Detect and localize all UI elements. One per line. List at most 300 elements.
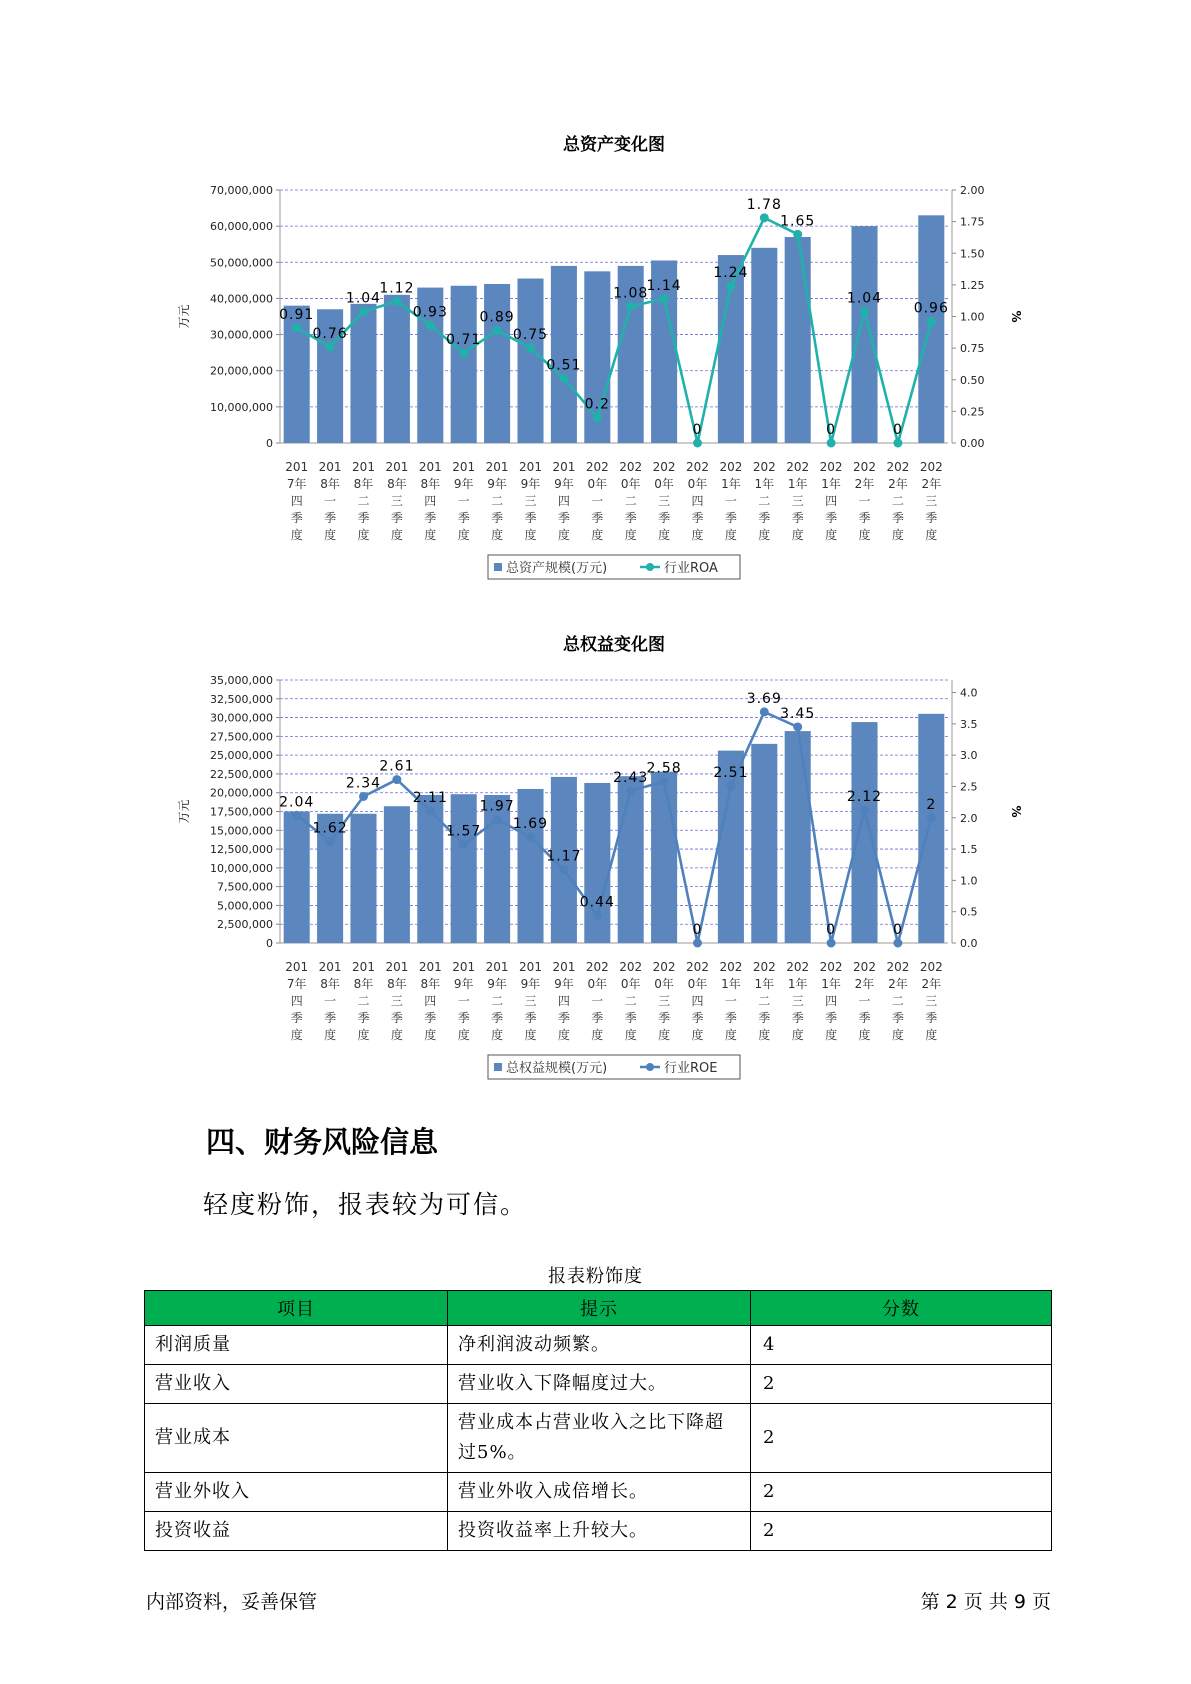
row-score: 2 bbox=[751, 1365, 1052, 1404]
y-tick-label-left: 20,000,000 bbox=[210, 786, 273, 800]
category-label: 度 bbox=[825, 1028, 838, 1042]
category-label: 度 bbox=[357, 528, 370, 542]
category-label: 202 bbox=[786, 460, 810, 474]
category-label: 度 bbox=[791, 1028, 804, 1042]
category-label: 202 bbox=[719, 960, 743, 974]
category-label: 季 bbox=[891, 511, 904, 525]
category-label: 一 bbox=[724, 494, 737, 508]
category-label: 三 bbox=[658, 994, 671, 1008]
line-point bbox=[292, 323, 301, 332]
category-label: 201 bbox=[452, 460, 476, 474]
y-axis-title-left: 万元 bbox=[177, 304, 191, 329]
y-tick-label-left: 12,500,000 bbox=[210, 843, 273, 857]
category-label: 度 bbox=[758, 528, 771, 542]
y-tick-label-left: 2,500,000 bbox=[217, 918, 273, 932]
y-tick-label-right: 1.5 bbox=[960, 843, 978, 857]
category-label: 度 bbox=[491, 1028, 504, 1042]
data-label: 0 bbox=[826, 422, 837, 438]
bar bbox=[918, 714, 944, 943]
bar bbox=[517, 789, 543, 943]
category-label: 202 bbox=[853, 460, 876, 474]
category-label: 202 bbox=[886, 960, 910, 974]
category-label: 8年 bbox=[420, 477, 441, 491]
data-label: 1.57 bbox=[446, 823, 482, 840]
category-label: 季 bbox=[324, 1011, 337, 1025]
category-label: 季 bbox=[624, 1011, 637, 1025]
category-label: 三 bbox=[658, 494, 671, 508]
category-label: 202 bbox=[585, 960, 609, 974]
category-label: 度 bbox=[791, 528, 804, 542]
data-label: 2.11 bbox=[412, 789, 448, 806]
category-label: 季 bbox=[491, 511, 504, 525]
category-label: 季 bbox=[290, 1011, 303, 1025]
category-label: 季 bbox=[724, 1011, 737, 1025]
bar bbox=[618, 776, 644, 943]
footer-confidential: 内部资料，妥善保管 bbox=[146, 1591, 318, 1613]
y-tick-label-right: 0.0 bbox=[960, 937, 978, 950]
y-tick-label-left: 17,500,000 bbox=[210, 805, 273, 819]
category-label: 四 bbox=[557, 994, 570, 1008]
row-score: 4 bbox=[751, 1326, 1052, 1365]
y-tick-label-left: 0 bbox=[266, 937, 273, 950]
line-point bbox=[893, 939, 902, 948]
chart-title: 总权益变化图 bbox=[563, 635, 665, 655]
category-label: 季 bbox=[791, 1011, 804, 1025]
data-label: 0 bbox=[892, 922, 903, 938]
table-header-row bbox=[145, 1291, 1052, 1326]
table-row bbox=[145, 1326, 1052, 1365]
category-label: 1年 bbox=[754, 477, 775, 491]
bar bbox=[551, 266, 577, 443]
category-label: 季 bbox=[557, 1011, 570, 1025]
category-label: 季 bbox=[758, 511, 771, 525]
bar bbox=[384, 806, 410, 943]
y-tick-label-right: 0.75 bbox=[960, 342, 985, 356]
category-label: 季 bbox=[524, 1011, 537, 1025]
line-point bbox=[559, 374, 568, 383]
line-point bbox=[359, 792, 368, 801]
category-label: 0年 bbox=[620, 977, 641, 991]
y-tick-label-right: 1.00 bbox=[960, 310, 985, 324]
line-point bbox=[927, 813, 936, 822]
category-label: 季 bbox=[557, 511, 570, 525]
data-label: 1.17 bbox=[546, 848, 582, 865]
line-point bbox=[526, 344, 535, 353]
category-label: 四 bbox=[424, 994, 437, 1008]
category-label: 201 bbox=[318, 960, 342, 974]
line-point bbox=[493, 815, 502, 824]
row-item: 利润质量 bbox=[145, 1326, 448, 1365]
category-label: 202 bbox=[819, 460, 843, 474]
legend-line-label: 行业ROA bbox=[664, 561, 718, 576]
category-label: 201 bbox=[485, 960, 509, 974]
category-label: 一 bbox=[457, 494, 470, 508]
data-label: 0.44 bbox=[579, 894, 615, 911]
category-label: 201 bbox=[418, 960, 442, 974]
data-label: 2.43 bbox=[613, 769, 649, 786]
category-label: 1年 bbox=[754, 977, 775, 991]
row-item: 营业成本 bbox=[145, 1404, 448, 1473]
category-label: 度 bbox=[758, 1028, 771, 1042]
data-label: 0.51 bbox=[546, 357, 582, 374]
category-label: 9年 bbox=[520, 477, 541, 491]
category-label: 0年 bbox=[654, 977, 674, 991]
bar bbox=[851, 226, 877, 443]
data-label: 0.2 bbox=[584, 396, 610, 413]
data-label: 1.97 bbox=[479, 798, 515, 815]
category-label: 202 bbox=[686, 460, 709, 474]
category-label: 9年 bbox=[453, 477, 474, 491]
category-label: 二 bbox=[891, 494, 904, 508]
section-heading: 四、财务风险信息 bbox=[206, 1125, 439, 1159]
data-label: 2.58 bbox=[646, 760, 682, 777]
category-label: 二 bbox=[891, 994, 904, 1008]
y-tick-label-left: 27,500,000 bbox=[210, 730, 273, 744]
legend-bar-swatch bbox=[494, 1063, 502, 1071]
category-label: 季 bbox=[758, 1011, 771, 1025]
y-tick-label-left: 40,000,000 bbox=[210, 292, 273, 306]
category-label: 季 bbox=[524, 511, 537, 525]
data-label: 0 bbox=[692, 422, 703, 438]
category-label: 8年 bbox=[320, 977, 340, 991]
y-tick-label-left: 7,500,000 bbox=[217, 880, 273, 894]
bar bbox=[484, 284, 510, 443]
category-label: 季 bbox=[825, 511, 838, 525]
y-axis-title-right: % bbox=[1009, 805, 1023, 818]
category-label: 201 bbox=[418, 460, 442, 474]
category-label: 201 bbox=[485, 460, 509, 474]
category-label: 一 bbox=[858, 994, 871, 1008]
bar bbox=[284, 812, 310, 944]
category-label: 度 bbox=[658, 528, 671, 542]
header-score: 分数 bbox=[751, 1291, 1052, 1326]
bar bbox=[350, 814, 376, 943]
category-label: 度 bbox=[324, 528, 337, 542]
category-label: 季 bbox=[658, 1011, 671, 1025]
data-label: 0.75 bbox=[512, 327, 549, 344]
category-label: 202 bbox=[652, 960, 676, 974]
y-tick-label-right: 0.00 bbox=[960, 437, 985, 450]
category-label: 三 bbox=[524, 494, 537, 508]
category-label: 四 bbox=[691, 494, 704, 508]
line-point bbox=[392, 297, 401, 306]
category-label: 201 bbox=[552, 960, 576, 974]
category-label: 一 bbox=[324, 494, 337, 508]
category-label: 度 bbox=[491, 528, 504, 542]
y-tick-label-left: 0 bbox=[266, 437, 273, 450]
bar bbox=[751, 248, 777, 443]
y-tick-label-left: 25,000,000 bbox=[210, 749, 273, 763]
category-label: 202 bbox=[819, 960, 843, 974]
category-label: 201 bbox=[519, 460, 542, 474]
category-label: 四 bbox=[691, 994, 704, 1008]
line-point bbox=[693, 939, 702, 948]
category-label: 四 bbox=[557, 494, 570, 508]
row-item: 营业收入 bbox=[145, 1365, 448, 1404]
line-point bbox=[726, 282, 735, 291]
row-item: 营业外收入 bbox=[145, 1473, 448, 1512]
category-label: 一 bbox=[591, 994, 604, 1008]
line-point bbox=[793, 722, 802, 731]
data-label: 2.51 bbox=[713, 764, 749, 781]
line-point bbox=[660, 294, 669, 303]
data-label: 1.14 bbox=[646, 277, 682, 294]
category-label: 1年 bbox=[821, 477, 841, 491]
category-label: 9年 bbox=[487, 977, 507, 991]
row-score: 2 bbox=[751, 1473, 1052, 1512]
y-tick-label-left: 10,000,000 bbox=[210, 400, 273, 414]
data-label: 1.04 bbox=[846, 290, 883, 307]
bar bbox=[350, 304, 376, 443]
table-row bbox=[145, 1365, 1052, 1404]
bar bbox=[451, 286, 477, 443]
line-point bbox=[626, 786, 635, 795]
bar bbox=[417, 795, 443, 943]
category-label: 度 bbox=[290, 528, 303, 542]
category-label: 9年 bbox=[487, 477, 507, 491]
footer-page-number: 第 2 页 共 9 页 bbox=[920, 1591, 1051, 1613]
bar bbox=[785, 731, 811, 943]
category-label: 度 bbox=[858, 1028, 871, 1042]
category-label: 四 bbox=[825, 994, 838, 1008]
line-point bbox=[660, 777, 669, 786]
category-label: 三 bbox=[390, 994, 403, 1008]
y-tick-label-left: 30,000,000 bbox=[210, 711, 273, 725]
category-label: 度 bbox=[457, 1028, 470, 1042]
category-label: 季 bbox=[825, 1011, 838, 1025]
category-label: 202 bbox=[585, 460, 609, 474]
category-label: 季 bbox=[791, 511, 804, 525]
category-label: 四 bbox=[825, 494, 838, 508]
line-point bbox=[860, 806, 869, 815]
category-label: 201 bbox=[385, 960, 409, 974]
line-point bbox=[459, 349, 468, 358]
category-label: 2年 bbox=[888, 977, 908, 991]
data-label: 2.04 bbox=[279, 794, 315, 811]
category-label: 季 bbox=[858, 511, 871, 525]
category-label: 度 bbox=[624, 528, 637, 542]
category-label: 季 bbox=[424, 1011, 437, 1025]
category-label: 8年 bbox=[320, 477, 340, 491]
category-label: 三 bbox=[925, 994, 938, 1008]
category-label: 季 bbox=[691, 511, 704, 525]
category-label: 三 bbox=[390, 494, 403, 508]
category-label: 季 bbox=[858, 1011, 871, 1025]
category-label: 一 bbox=[858, 494, 871, 508]
category-label: 201 bbox=[385, 460, 409, 474]
category-label: 8年 bbox=[353, 477, 374, 491]
row-hint: 净利润波动频繁。 bbox=[448, 1326, 751, 1365]
category-label: 1年 bbox=[721, 477, 741, 491]
category-label: 二 bbox=[357, 494, 370, 508]
category-label: 201 bbox=[452, 960, 476, 974]
header-item: 项目 bbox=[145, 1291, 448, 1326]
category-label: 度 bbox=[524, 1028, 537, 1042]
y-tick-label-left: 50,000,000 bbox=[210, 256, 273, 270]
category-label: 201 bbox=[352, 960, 375, 974]
category-label: 季 bbox=[324, 511, 337, 525]
bar bbox=[785, 237, 811, 443]
category-label: 度 bbox=[925, 528, 938, 542]
category-label: 0年 bbox=[687, 977, 708, 991]
category-label: 201 bbox=[519, 960, 542, 974]
data-label: 1.69 bbox=[512, 816, 549, 833]
line-point bbox=[760, 213, 769, 222]
line-point bbox=[359, 307, 368, 316]
data-label: 1.04 bbox=[345, 290, 382, 307]
category-label: 7年 bbox=[286, 977, 307, 991]
data-label: 2 bbox=[926, 796, 937, 813]
category-label: 季 bbox=[658, 511, 671, 525]
line-point bbox=[793, 230, 802, 239]
category-label: 202 bbox=[652, 460, 676, 474]
data-label: 2.34 bbox=[345, 775, 382, 792]
data-label: 0.93 bbox=[412, 304, 448, 321]
category-label: 度 bbox=[891, 528, 904, 542]
category-label: 二 bbox=[491, 494, 504, 508]
bar bbox=[651, 772, 677, 943]
category-label: 季 bbox=[925, 1011, 938, 1025]
category-label: 季 bbox=[591, 511, 604, 525]
legend-line-marker bbox=[646, 1063, 654, 1071]
total-assets-chart-svg bbox=[0, 130, 1191, 600]
category-label: 二 bbox=[758, 994, 771, 1008]
category-label: 度 bbox=[724, 1028, 737, 1042]
category-label: 9年 bbox=[554, 477, 574, 491]
line-point bbox=[726, 781, 735, 790]
data-label: 0 bbox=[826, 922, 837, 938]
data-label: 0 bbox=[692, 922, 703, 938]
bar bbox=[851, 722, 877, 943]
category-label: 度 bbox=[591, 1028, 604, 1042]
category-label: 8年 bbox=[420, 977, 441, 991]
category-label: 1年 bbox=[787, 477, 808, 491]
data-label: 3.45 bbox=[780, 705, 816, 722]
y-tick-label-right: 3.5 bbox=[960, 717, 978, 731]
category-label: 一 bbox=[591, 494, 604, 508]
y-tick-label-left: 70,000,000 bbox=[210, 184, 273, 197]
category-label: 季 bbox=[624, 511, 637, 525]
category-label: 2年 bbox=[854, 977, 875, 991]
y-tick-label-right: 3.0 bbox=[960, 749, 978, 763]
category-label: 202 bbox=[919, 460, 943, 474]
category-label: 度 bbox=[591, 528, 604, 542]
table-row bbox=[145, 1473, 1052, 1512]
category-label: 季 bbox=[691, 1011, 704, 1025]
bar bbox=[918, 215, 944, 443]
risk-table bbox=[144, 1290, 1052, 1551]
category-label: 0年 bbox=[587, 977, 608, 991]
category-label: 度 bbox=[390, 1028, 403, 1042]
y-tick-label-left: 20,000,000 bbox=[210, 364, 273, 378]
category-label: 202 bbox=[752, 460, 776, 474]
category-label: 二 bbox=[624, 494, 637, 508]
total-equity-chart-svg bbox=[0, 630, 1191, 1100]
category-label: 三 bbox=[925, 494, 938, 508]
category-label: 四 bbox=[290, 494, 303, 508]
legend-bar-label: 总权益规模(万元) bbox=[506, 1061, 608, 1076]
y-tick-label-right: 1.50 bbox=[960, 247, 985, 261]
category-label: 8年 bbox=[387, 477, 407, 491]
category-label: 度 bbox=[724, 528, 737, 542]
line-point bbox=[526, 833, 535, 842]
y-tick-label-right: 2.00 bbox=[960, 184, 985, 197]
category-label: 度 bbox=[691, 1028, 704, 1042]
category-label: 202 bbox=[786, 960, 810, 974]
line-point bbox=[626, 302, 635, 311]
category-label: 度 bbox=[891, 1028, 904, 1042]
category-label: 2年 bbox=[888, 477, 908, 491]
category-label: 202 bbox=[619, 960, 643, 974]
category-label: 季 bbox=[457, 1011, 470, 1025]
category-label: 季 bbox=[724, 511, 737, 525]
y-tick-label-right: 0.50 bbox=[960, 373, 985, 387]
category-label: 季 bbox=[357, 1011, 370, 1025]
category-label: 度 bbox=[658, 1028, 671, 1042]
category-label: 一 bbox=[724, 994, 737, 1008]
category-label: 8年 bbox=[353, 977, 374, 991]
category-label: 度 bbox=[557, 1028, 570, 1042]
category-label: 9年 bbox=[520, 977, 541, 991]
category-label: 1年 bbox=[721, 977, 741, 991]
line-point bbox=[493, 326, 502, 335]
row-item: 投资收益 bbox=[145, 1512, 448, 1551]
category-label: 202 bbox=[719, 460, 743, 474]
category-label: 0年 bbox=[654, 477, 674, 491]
category-label: 度 bbox=[925, 1028, 938, 1042]
line-point bbox=[760, 707, 769, 716]
legend-bar-label: 总资产规模(万元) bbox=[506, 561, 608, 576]
row-hint: 营业成本占营业收入之比下降超过5%。 bbox=[448, 1404, 751, 1473]
category-label: 202 bbox=[619, 460, 643, 474]
data-label: 0.91 bbox=[279, 306, 315, 323]
category-label: 一 bbox=[324, 994, 337, 1008]
line-point bbox=[860, 307, 869, 316]
category-label: 二 bbox=[357, 994, 370, 1008]
line-point bbox=[593, 911, 602, 920]
category-label: 202 bbox=[886, 460, 910, 474]
category-label: 四 bbox=[424, 494, 437, 508]
category-label: 二 bbox=[624, 994, 637, 1008]
bar bbox=[517, 279, 543, 443]
category-label: 度 bbox=[557, 528, 570, 542]
data-label: 0.76 bbox=[312, 325, 348, 342]
line-point bbox=[893, 439, 902, 448]
category-label: 0年 bbox=[620, 477, 641, 491]
category-label: 度 bbox=[424, 1028, 437, 1042]
y-tick-label-left: 35,000,000 bbox=[210, 674, 273, 687]
row-score: 2 bbox=[751, 1512, 1052, 1551]
category-label: 度 bbox=[324, 1028, 337, 1042]
category-label: 202 bbox=[853, 960, 876, 974]
category-label: 季 bbox=[891, 1011, 904, 1025]
data-label: 0.71 bbox=[446, 332, 482, 349]
category-label: 度 bbox=[424, 528, 437, 542]
category-label: 2年 bbox=[921, 977, 942, 991]
line-point bbox=[392, 775, 401, 784]
y-tick-label-right: 0.5 bbox=[960, 905, 978, 919]
category-label: 201 bbox=[552, 460, 576, 474]
data-label: 2.12 bbox=[846, 789, 883, 806]
category-label: 季 bbox=[925, 511, 938, 525]
y-tick-label-right: 1.25 bbox=[960, 278, 985, 292]
line-point bbox=[326, 342, 335, 351]
line-point bbox=[326, 837, 335, 846]
line-point bbox=[927, 317, 936, 326]
line-point bbox=[426, 806, 435, 815]
total-equity-chart bbox=[0, 630, 1191, 1100]
line-point bbox=[292, 811, 301, 820]
